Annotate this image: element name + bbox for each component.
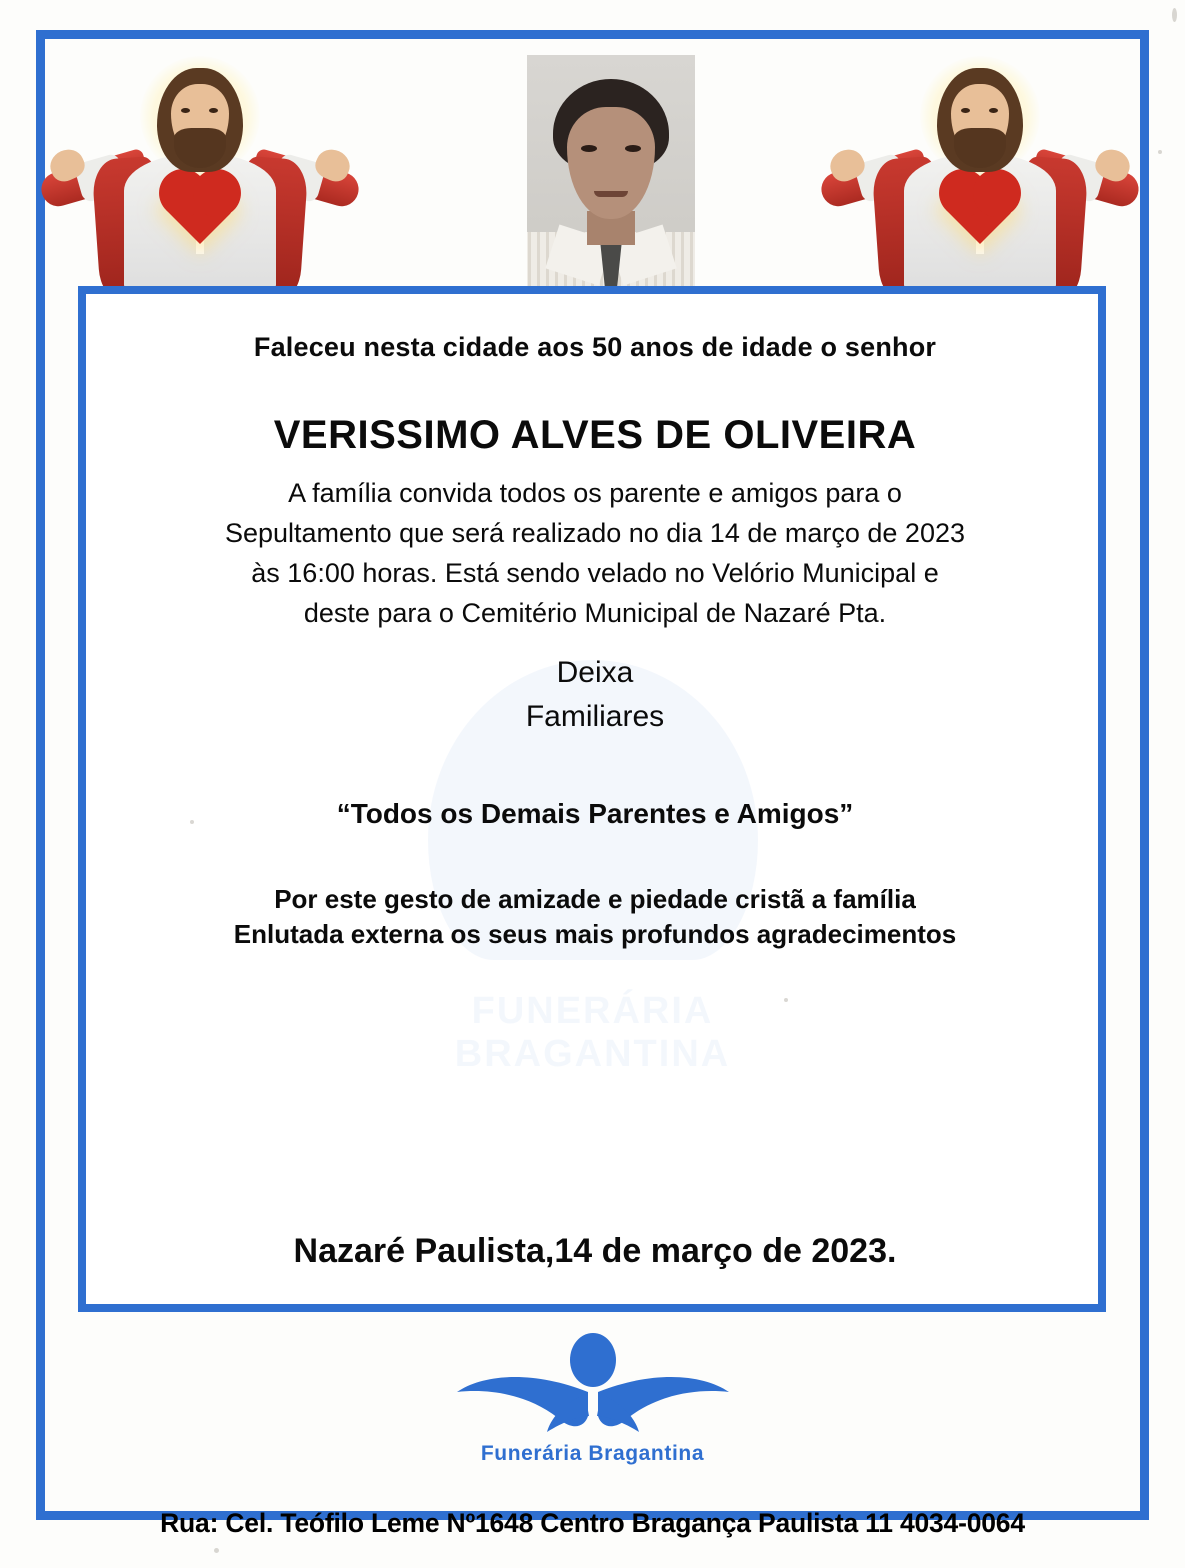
invitation-line: A família convida todos os parente e amigos para o — [288, 478, 902, 508]
deceased-portrait-photo — [527, 55, 695, 300]
sacred-heart-jesus-icon — [55, 50, 345, 295]
invitation-line: Sepultamento que será realizado no dia 14 de março de 2023 — [224, 517, 965, 548]
quoted-line: “Todos os Demais Parentes e Amigos” — [336, 797, 854, 829]
thanks-line: Enlutada externa os seus mais profundos agradecimentos — [233, 918, 957, 949]
thanks-paragraph — [110, 882, 1080, 952]
footer-logo — [0, 1330, 1185, 1466]
thanks-line: Por este gesto de amizade e piedade cristã a família — [274, 883, 916, 914]
address-line: Rua: Cel. Teófilo Leme Nº1648 Centro Bragança Paulista 11 4034-0064 — [160, 1508, 1025, 1538]
leaves-label: Deixa — [556, 655, 634, 689]
city-date: Nazaré Paulista,14 de março de 2023. — [293, 1232, 897, 1270]
company-name: Funerária Bragantina — [480, 1442, 705, 1465]
intro-line: Faleceu nesta cidade aos 50 anos de idade o senhor — [253, 332, 937, 362]
family-label: Familiares — [525, 699, 665, 733]
header-imagery — [45, 40, 1140, 300]
deceased-name: VERISSIMO ALVES DE OLIVEIRA — [273, 413, 917, 457]
sacred-heart-jesus-icon — [835, 50, 1125, 295]
notice-content — [110, 310, 1080, 1305]
invitation-line: deste para o Cemitério Municipal de Nazaré Pta. — [303, 597, 887, 628]
invitation-line: às 16:00 horas. Está sendo velado no Velório Municipal e — [251, 557, 939, 588]
invitation-paragraph — [110, 474, 1080, 634]
funeraria-bragantina-logo-icon — [413, 1330, 773, 1440]
